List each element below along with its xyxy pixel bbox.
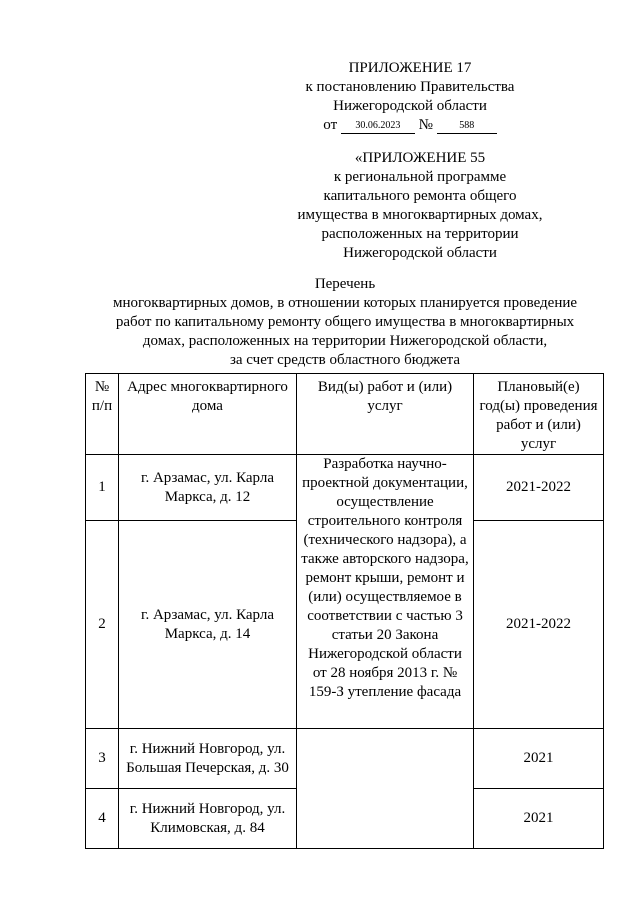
appendix-17-header: [300, 59, 520, 135]
houses-table: [85, 373, 604, 849]
table-header-row: [86, 374, 604, 455]
row-address: г. Нижний Новгород, ул. Климовская, д. 84: [119, 789, 297, 849]
row-num: 2: [86, 521, 119, 729]
appendix-55-title: «ПРИЛОЖЕНИЕ 55: [354, 150, 486, 166]
table-row: [86, 455, 604, 521]
appendix-55-line: имущества в многоквартирных домах,: [297, 207, 543, 223]
row-years: 2021: [474, 789, 604, 849]
date-prefix: от: [323, 117, 338, 133]
header-years: Плановый(е) год(ы) проведения работ и (или) услуг: [474, 374, 604, 455]
row-address: г. Арзамас, ул. Карла Маркса, д. 14: [119, 521, 297, 729]
row-num: 1: [86, 455, 119, 521]
appendix-17-resolution-line: к постановлению Правительства: [305, 79, 515, 95]
row-works: Разработка научно-проектной документации, осуществление строительного контроля (технического надзора), а также авторского надзора, ремонт крыши, ремонт и (или) осуществляемое в соответствии с частью 3 статьи 20 Закона Нижегородской области от 28 ноября 2013 г. № 159-З утепление фасада: [297, 455, 474, 729]
appendix-55-line: расположенных на территории: [321, 226, 519, 242]
appendix-55-header: [260, 149, 580, 263]
list-title-line: многоквартирных домов, в отношении которых планируется проведение: [112, 295, 578, 311]
list-title-line: работ по капитальному ремонту общего имущества в многоквартирных: [115, 314, 575, 330]
appendix-55-line: капитального ремонта общего: [323, 188, 517, 204]
list-title-heading: Перечень: [314, 276, 376, 292]
resolution-date: 30.06.2023: [341, 119, 415, 134]
header-works: Вид(ы) работ и (или) услуг: [297, 374, 474, 455]
row-num: 3: [86, 729, 119, 789]
header-address: Адрес многоквартирного дома: [119, 374, 297, 455]
row-address: г. Нижний Новгород, ул. Большая Печерская, д. 30: [119, 729, 297, 789]
appendix-17-title: ПРИЛОЖЕНИЕ 17: [348, 60, 472, 76]
list-title-line: домах, расположенных на территории Нижегородской области,: [142, 333, 548, 349]
header-num: № п/п: [86, 374, 119, 455]
number-prefix: №: [418, 117, 433, 133]
row-address: г. Арзамас, ул. Карла Маркса, д. 12: [119, 455, 297, 521]
row-works-empty: [297, 729, 474, 849]
row-years: 2021: [474, 729, 604, 789]
row-num: 4: [86, 789, 119, 849]
appendix-55-line: к региональной программе: [333, 169, 507, 185]
table-row: [86, 729, 604, 789]
row-years: 2021-2022: [474, 521, 604, 729]
row-years: 2021-2022: [474, 455, 604, 521]
appendix-55-line: Нижегородской области: [343, 245, 497, 261]
resolution-date-row: [300, 116, 520, 135]
list-title-line: за счет средств областного бюджета: [229, 352, 461, 368]
appendix-17-region-line: Нижегородской области: [333, 98, 487, 114]
list-title: [0, 275, 640, 370]
resolution-number: 588: [437, 119, 497, 134]
